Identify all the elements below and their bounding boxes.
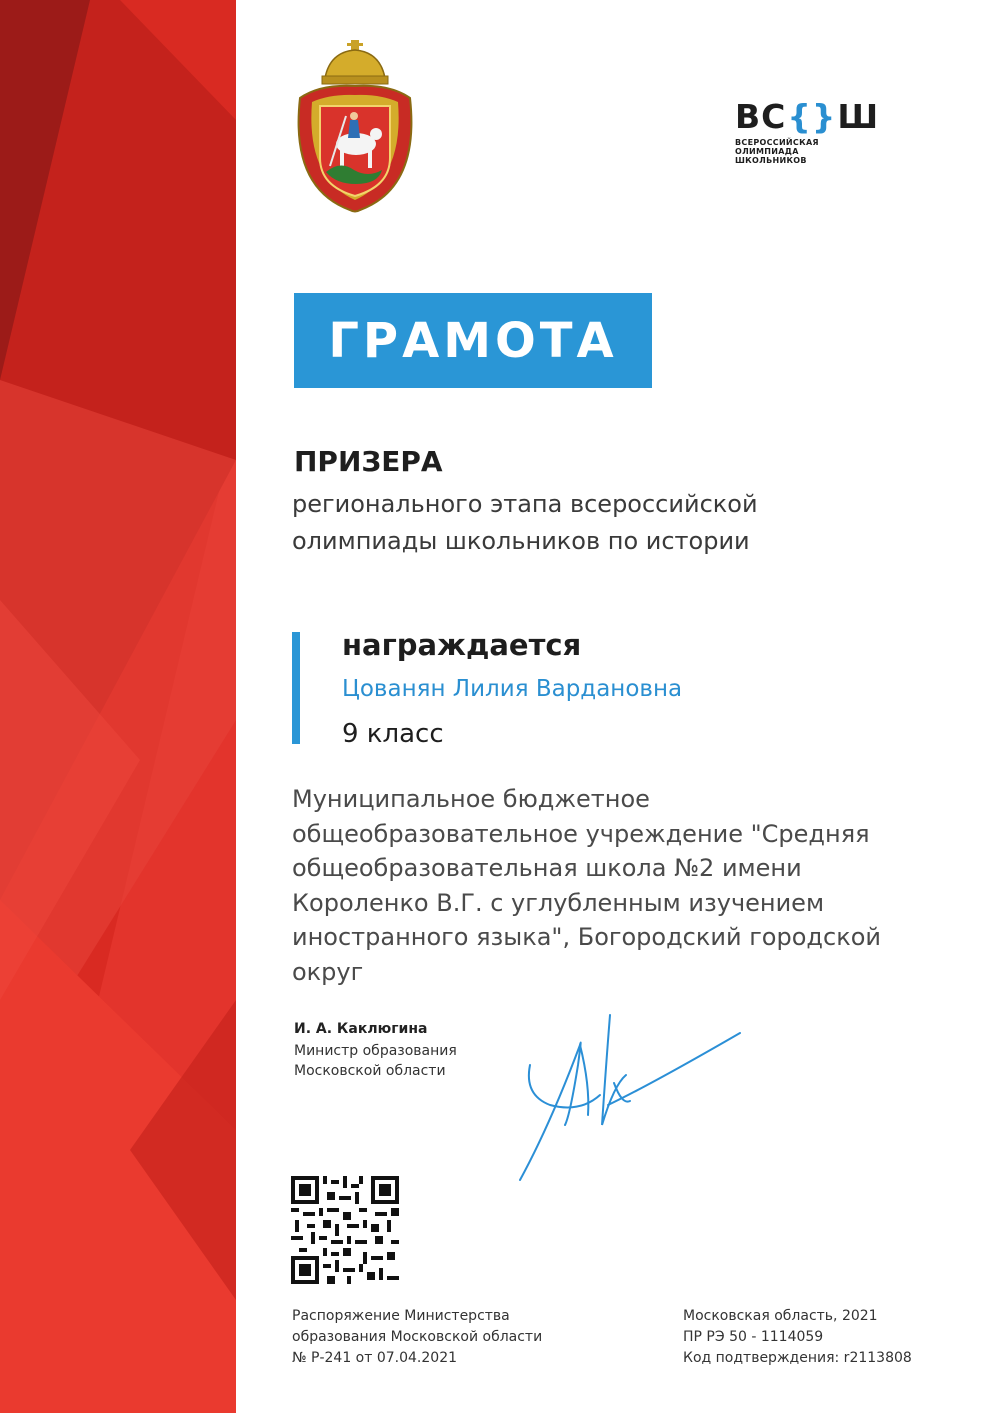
- handwritten-signature: [510, 1005, 750, 1190]
- footer-order-reference: [292, 1306, 542, 1369]
- vsosh-title-bracket: {}: [787, 97, 837, 136]
- student-name: Цованян Лилия Вардановна: [342, 676, 683, 702]
- signatory-role: [294, 1041, 457, 1081]
- footer-right-line: Московская область, 2021: [683, 1308, 878, 1324]
- signatory-role-line: Министр образования: [294, 1043, 457, 1059]
- footer-right-line: Код подтверждения: r2113808: [683, 1350, 912, 1366]
- school-name: [292, 782, 942, 989]
- stage-line: регионального этапа всероссийской: [292, 490, 758, 518]
- awarded-label: награждается: [342, 628, 582, 662]
- decorative-side-panel: [0, 0, 236, 1413]
- qr-code: [291, 1176, 399, 1284]
- school-line: округ: [292, 957, 364, 986]
- stage-line: олимпиады школьников по истории: [292, 527, 750, 555]
- vsosh-sub-line: ОЛИМПИАДА: [735, 147, 799, 156]
- student-grade: 9 класс: [342, 719, 444, 749]
- footer-left-line: образования Московской области: [292, 1329, 543, 1345]
- certificate-title-banner: [294, 293, 652, 388]
- vsosh-logo-subtitle: [735, 138, 879, 165]
- vsosh-title-right: Ш: [837, 97, 880, 136]
- school-line: Муниципальное бюджетное: [292, 785, 650, 813]
- school-line: общеобразовательная школа №2 имени: [292, 854, 802, 882]
- footer-left-line: Распоряжение Министерства: [292, 1308, 510, 1324]
- school-line: общеобразовательное учреждение "Средняя: [292, 819, 870, 848]
- certificate-title: ГРАМОТА: [328, 312, 618, 369]
- signatory-role-line: Московской области: [294, 1063, 446, 1079]
- olympiad-stage-description: [292, 486, 852, 560]
- vsosh-sub-line: ВСЕРОССИЙСКАЯ: [735, 138, 819, 147]
- vsosh-sub-line: ШКОЛЬНИКОВ: [735, 156, 807, 165]
- coat-of-arms-logo: [290, 38, 420, 214]
- vsosh-title-left: ВС: [735, 97, 787, 136]
- accent-bar: [292, 632, 300, 744]
- signatory-name: И. А. Каклюгина: [294, 1021, 428, 1037]
- school-line: иностранного языка", Богородский городской: [292, 923, 881, 951]
- footer-right-line: ПР РЭ 50 - 1114059: [683, 1329, 824, 1345]
- footer-certificate-codes: [683, 1306, 912, 1369]
- school-line: Короленко В.Г. с углубленным изучением: [292, 888, 825, 917]
- vsosh-logo: [735, 97, 880, 165]
- award-status: ПРИЗЕРА: [294, 445, 443, 478]
- footer-left-line: № Р-241 от 07.04.2021: [292, 1350, 458, 1366]
- vsosh-logo-title: [735, 97, 880, 136]
